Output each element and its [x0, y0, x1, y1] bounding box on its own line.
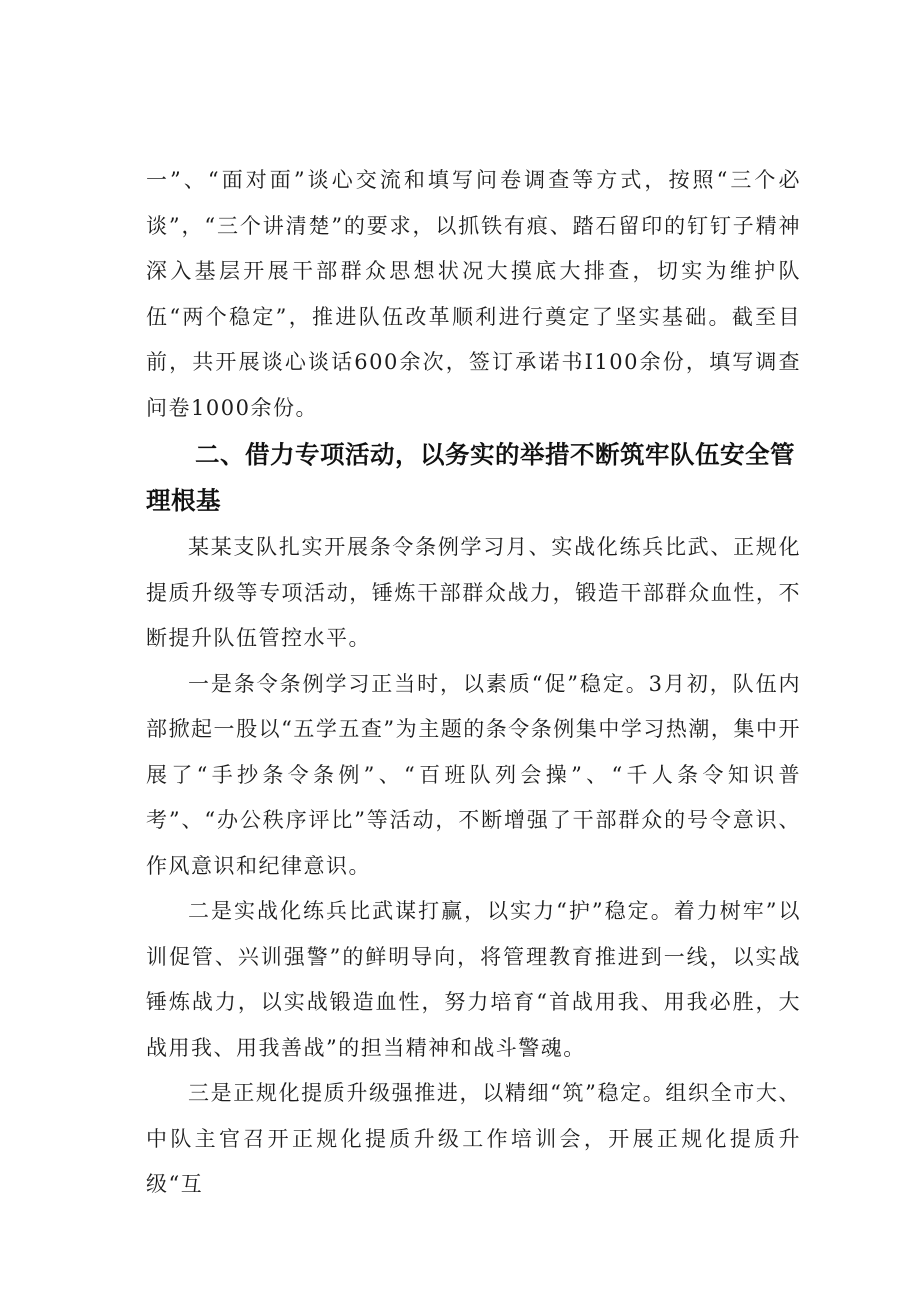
document-body [146, 158, 801, 1208]
paragraph-continuation: 一”、“面对面”谈心交流和填写问卷调查等方式，按照“三个必谈”，“三个讲清楚”的要求，以抓铁有痕、踏石留印的钉钉子精神深入基层开展干部群众思想状况大摸底大排查，切实为维护队伍“两个稳定”，推进队伍改革顺利进行奠定了坚实基础。截至目前，共开展谈心谈话600余次，签订承诺书I100余份，填写调查问卷1000余份。 [146, 168, 801, 420]
paragraph-item-2: 二是实战化练兵比武谋打赢，以实力“护”稳定。着力树牢”以训促管、兴训强警”的鲜明导向，将管理教育推进到一线，以实战锤炼战力，以实战锻造血性，努力培育“首战用我、用我必胜，大战用我、用我善战”的担当精神和战斗警魂。 [146, 899, 801, 1060]
paragraph-intro: 某某支队扎实开展条令条例学习月、实战化练兵比武、正规化提质升级等专项活动，锤炼干部群众战力，锻造干部群众血性，不断提升队伍管控水平。 [146, 535, 801, 650]
section-heading-2: 二、借力专项活动，以务实的举措不断筑牢队伍安全管理根基 [146, 440, 795, 515]
paragraph-item-1: 一是条令条例学习正当时，以素质“促”稳定。3月初，队伍内部掀起一股以“五学五查”为主题的条令条例集中学习热潮，集中开展了“手抄条令条例”、“百班队列会操”、“千人条令知识普考”、“办公秩序评比”等活动，不断增强了干部群众的号令意识、作风意识和纪律意识。 [146, 671, 801, 878]
paragraph-item-3: 三是正规化提质升级强推进，以精细“筑”稳定。组织全市大、中队主官召开正规化提质升级工作培训会，开展正规化提质升级“互 [146, 1081, 801, 1196]
